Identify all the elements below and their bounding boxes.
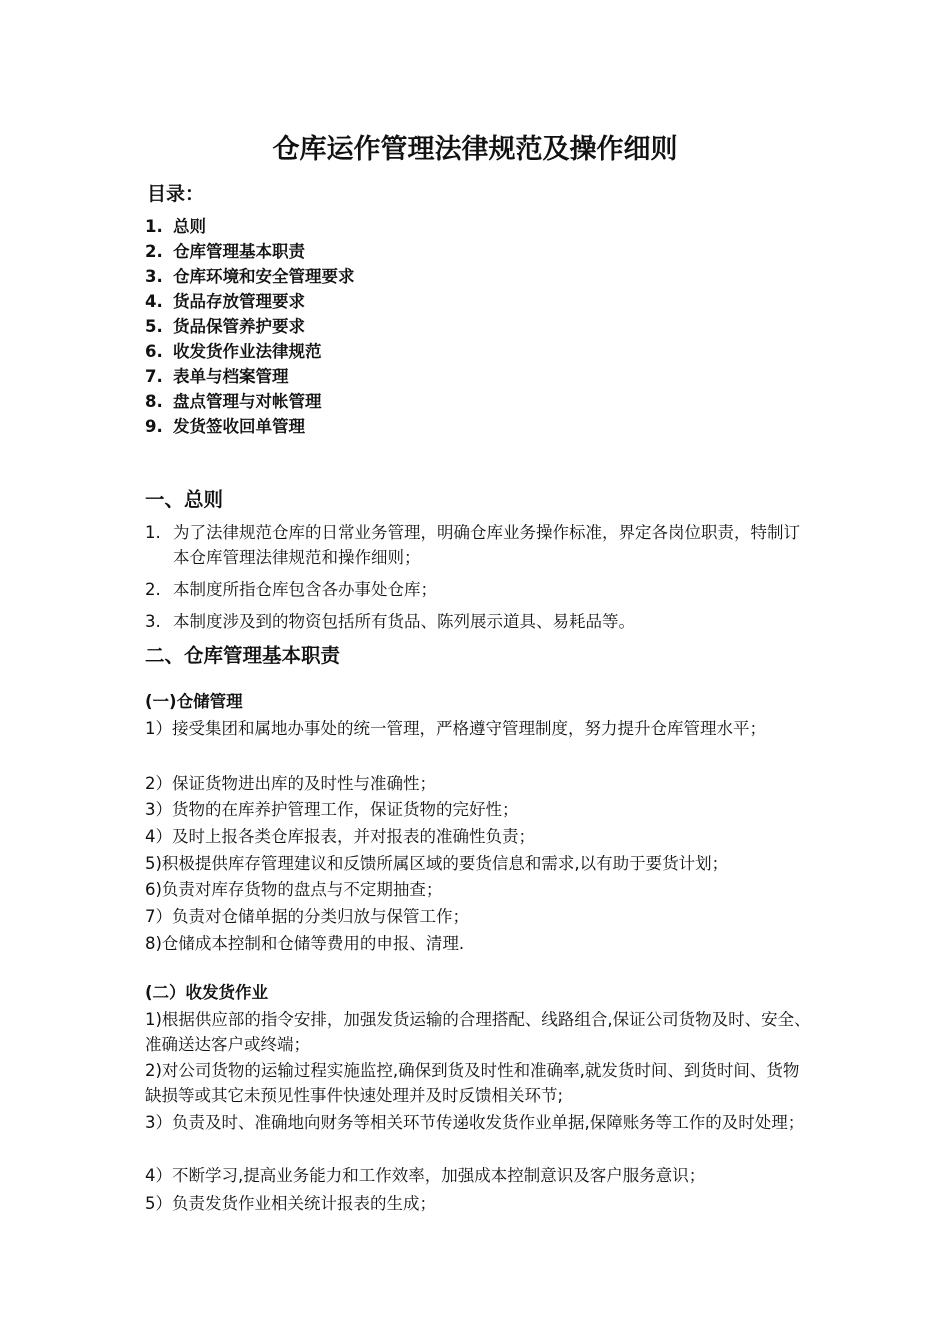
item-number: 1. [145, 523, 161, 542]
toc-item[interactable] [145, 389, 355, 414]
toc-item-label: 收发货作业法律规范 [173, 342, 322, 361]
toc-item-label: 发货签收回单管理 [173, 417, 305, 436]
numbered-item [145, 577, 810, 602]
paragraph: 5）负责发货作业相关统计报表的生成； [145, 1194, 436, 1213]
toc-item-number: 2. [145, 242, 163, 261]
toc-item-number: 8. [145, 392, 163, 411]
toc-item[interactable] [145, 289, 355, 314]
toc-heading: 目录： [147, 183, 205, 205]
paragraph: 6)负责对库存货物的盘点与不定期抽查； [145, 880, 443, 899]
table-of-contents [145, 214, 355, 439]
toc-item-label: 仓库环境和安全管理要求 [173, 267, 355, 286]
toc-item[interactable] [145, 339, 355, 364]
item-text: 为了法律规范仓库的日常业务管理，明确仓库业务操作标准，界定各岗位职责，特制订本仓库管理法律规范和操作细则； [173, 523, 800, 567]
item-text: 本制度涉及到的物资包括所有货品、陈列展示道具、易耗品等。 [173, 612, 635, 631]
toc-item[interactable] [145, 414, 355, 439]
subsection-heading: (二）收发货作业 [145, 983, 269, 1002]
toc-item-label: 总则 [173, 217, 206, 236]
toc-item-number: 7. [145, 367, 163, 386]
toc-item-label: 货品保管养护要求 [173, 317, 305, 336]
toc-item-number: 5. [145, 317, 163, 336]
toc-item-number: 6. [145, 342, 163, 361]
paragraph: 5)积极提供库存管理建议和反馈所属区域的要货信息和需求,以有助于要货计划； [145, 854, 729, 873]
item-text: 本制度所指仓库包含各办事处仓库； [173, 580, 437, 599]
paragraph: 2)对公司货物的运输过程实施监控,确保到货及时性和准确率,就发货时间、到货时间、货物缺损等或其它未预见性事件快速处理并及时反馈相关环节; [145, 1061, 800, 1105]
toc-item-label: 盘点管理与对帐管理 [173, 392, 322, 411]
paragraph: 7）负责对仓储单据的分类归放与保管工作； [145, 907, 469, 926]
toc-item-number: 3. [145, 267, 163, 286]
document-title: 仓库运作管理法律规范及操作细则 [272, 134, 678, 165]
paragraph: 2）保证货物进出库的及时性与准确性； [145, 774, 436, 793]
paragraph: 4）不断学习,提高业务能力和工作效率，加强成本控制意识及客户服务意识； [145, 1166, 706, 1185]
item-number: 2. [145, 580, 161, 599]
paragraph: 4）及时上报各类仓库报表，并对报表的准确性负责； [145, 827, 535, 846]
numbered-item [145, 520, 810, 570]
toc-item-label: 仓库管理基本职责 [173, 242, 305, 261]
subsection-heading: (一)仓储管理 [145, 692, 243, 711]
toc-item-label: 表单与档案管理 [173, 367, 289, 386]
toc-item-number: 4. [145, 292, 163, 311]
paragraph: 3）负责及时、准确地向财务等相关环节传递收发货作业单据,保障账务等工作的及时处理； [145, 1113, 805, 1132]
toc-item[interactable] [145, 314, 355, 339]
toc-item[interactable] [145, 214, 355, 239]
toc-item[interactable] [145, 239, 355, 264]
item-number: 3. [145, 612, 161, 631]
section-heading: 二、仓库管理基本职责 [145, 644, 341, 667]
section-heading: 一、总则 [145, 488, 224, 511]
paragraph: 8)仓储成本控制和仓储等费用的申报、清理. [145, 934, 465, 953]
paragraph: 3）货物的在库养护管理工作，保证货物的完好性； [145, 800, 519, 819]
numbered-item [145, 609, 810, 634]
toc-item-label: 货品存放管理要求 [173, 292, 305, 311]
paragraph: 1)根据供应部的指令安排，加强发货运输的合理搭配、线路组合,保证公司货物及时、安全、准确送达客户或终端； [145, 1010, 811, 1054]
toc-item[interactable] [145, 264, 355, 289]
toc-item[interactable] [145, 364, 355, 389]
paragraph: 1）接受集团和属地办事处的统一管理，严格遵守管理制度，努力提升仓库管理水平； [145, 719, 766, 738]
toc-item-number: 1. [145, 217, 163, 236]
toc-item-number: 9. [145, 417, 163, 436]
